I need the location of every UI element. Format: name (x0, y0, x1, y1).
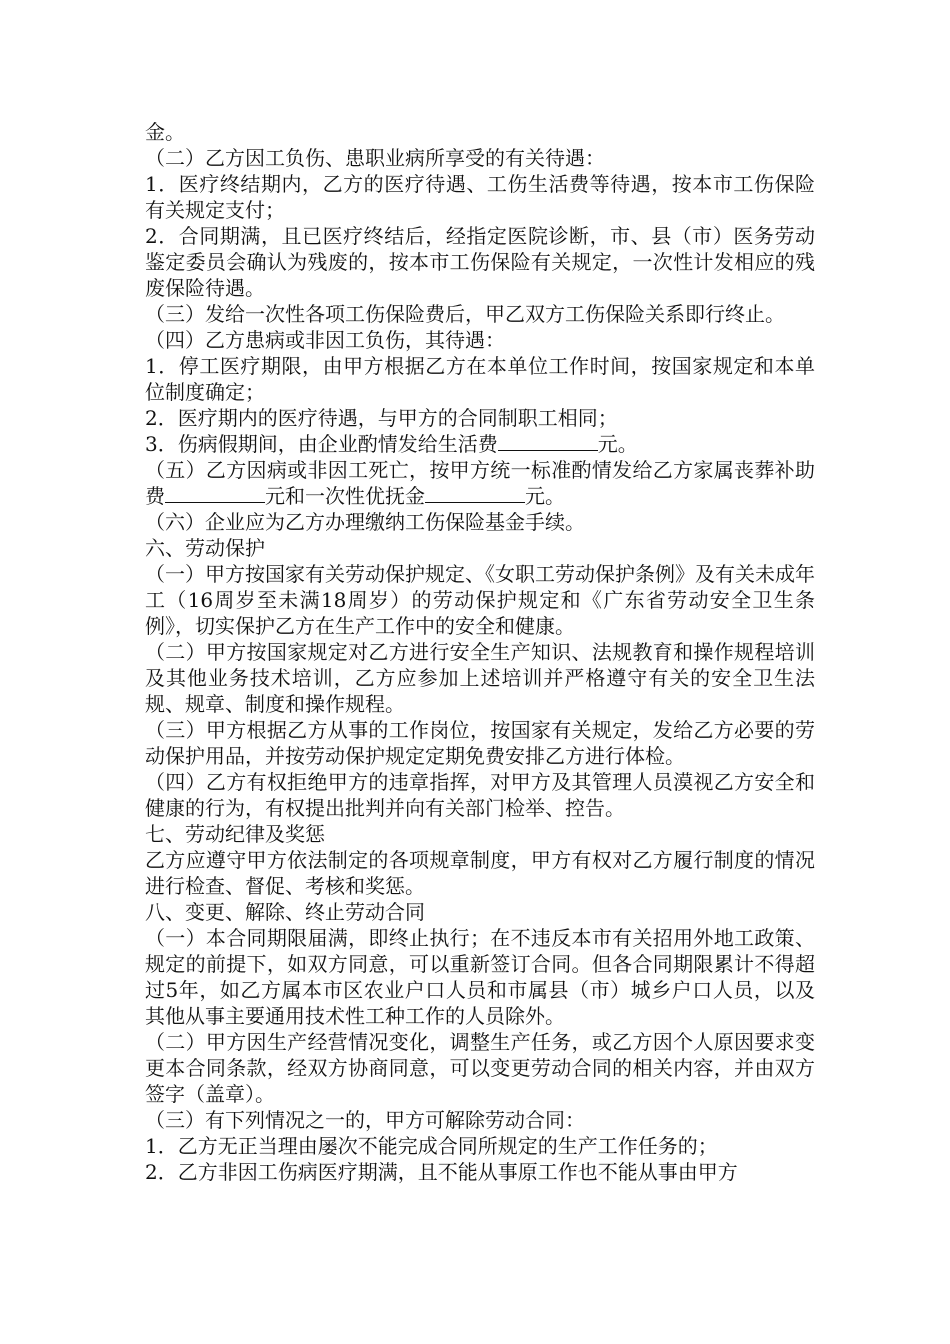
paragraph: （四）乙方有权拒绝甲方的违章指挥，对甲方及其管理人员漠视乙方安全和健康的行为，有权提出批判并向有关部门检举、控告。 (145, 770, 815, 820)
paragraph: 金。 (145, 120, 185, 144)
paragraph: 2．合同期满，且已医疗终结后，经指定医院诊断，市、县（市）医务劳动鉴定委员会确认为残废的，按本市工伤保险有关规定，一次性计发相应的残废保险待遇。 (145, 224, 815, 300)
fill-in-blank (165, 484, 265, 503)
paragraph: （六）企业应为乙方办理缴纳工伤保险基金手续。 (145, 510, 585, 534)
paragraph: （三）有下列情况之一的，甲方可解除劳动合同： (145, 1108, 585, 1132)
paragraph-text: 3．伤病假期间，由企业酌情发给生活费 (145, 432, 498, 456)
section-heading: 七、劳动纪律及奖惩 (145, 822, 325, 846)
paragraph: （一）甲方按国家有关劳动保护规定、《女职工劳动保护条例》及有关未成年工（16周岁至未满18周岁）的劳动保护规定和《广东省劳动安全卫生条例》，切实保护乙方在生产工作中的安全和健康。 (145, 562, 815, 638)
fill-in-blank (425, 484, 525, 503)
paragraph-text: 元。 (597, 432, 638, 456)
paragraph: （三）甲方根据乙方从事的工作岗位，按国家有关规定，发给乙方必要的劳动保护用品，并按劳动保护规定定期免费安排乙方进行体检。 (145, 718, 815, 768)
paragraph: （二）乙方因工负伤、患职业病所享受的有关待遇： (145, 146, 605, 170)
paragraph-text: 元和一次性优抚金 (265, 484, 425, 508)
document-body (145, 119, 815, 1185)
paragraph: 1．停工医疗期限，由甲方根据乙方在本单位工作时间，按国家规定和本单位制度确定； (145, 354, 815, 404)
section-heading: 八、变更、解除、终止劳动合同 (145, 900, 425, 924)
paragraph: （二）甲方按国家规定对乙方进行安全生产知识、法规教育和操作规程培训及其他业务技术培训，乙方应参加上述培训并严格遵守有关的安全卫生法规、规章、制度和操作规程。 (145, 640, 815, 716)
paragraph-text: 元。 (525, 484, 565, 508)
paragraph: （二）甲方因生产经营情况变化，调整生产任务，或乙方因个人原因要求变更本合同条款，经双方协商同意，可以变更劳动合同的相关内容，并由双方签字（盖章）。 (145, 1030, 815, 1106)
paragraph-text: （五）乙方因病或非因工死亡，按甲方统一标准酌情发给乙方家属丧葬补助费 (145, 458, 815, 508)
section-heading: 六、劳动保护 (145, 536, 265, 560)
paragraph: 1．乙方无正当理由屡次不能完成合同所规定的生产工作任务的； (145, 1134, 718, 1158)
paragraph: 乙方应遵守甲方依法制定的各项规章制度，甲方有权对乙方履行制度的情况进行检查、督促、考核和奖惩。 (145, 848, 815, 898)
paragraph-with-blank (145, 431, 815, 457)
paragraph: （三）发给一次性各项工伤保险费后，甲乙双方工伤保险关系即行终止。 (145, 302, 785, 326)
paragraph: （一）本合同期限届满，即终止执行；在不违反本市有关招用外地工政策、规定的前提下，如双方同意，可以重新签订合同。但各合同期限累计不得超过5年，如乙方属本市区农业户口人员和市属县（市）城乡户口人员，以及其他从事主要通用技术性工种工作的人员除外。 (145, 926, 815, 1028)
fill-in-blank (498, 432, 598, 451)
paragraph-with-blank (145, 457, 815, 509)
paragraph: 1．医疗终结期内，乙方的医疗待遇、工伤生活费等待遇，按本市工伤保险有关规定支付； (145, 172, 815, 222)
paragraph: 2．医疗期内的医疗待遇，与甲方的合同制职工相同； (145, 406, 618, 430)
paragraph: 2．乙方非因工伤病医疗期满，且不能从事原工作也不能从事由甲方 (145, 1160, 738, 1184)
paragraph: （四）乙方患病或非因工负伤，其待遇： (145, 328, 505, 352)
